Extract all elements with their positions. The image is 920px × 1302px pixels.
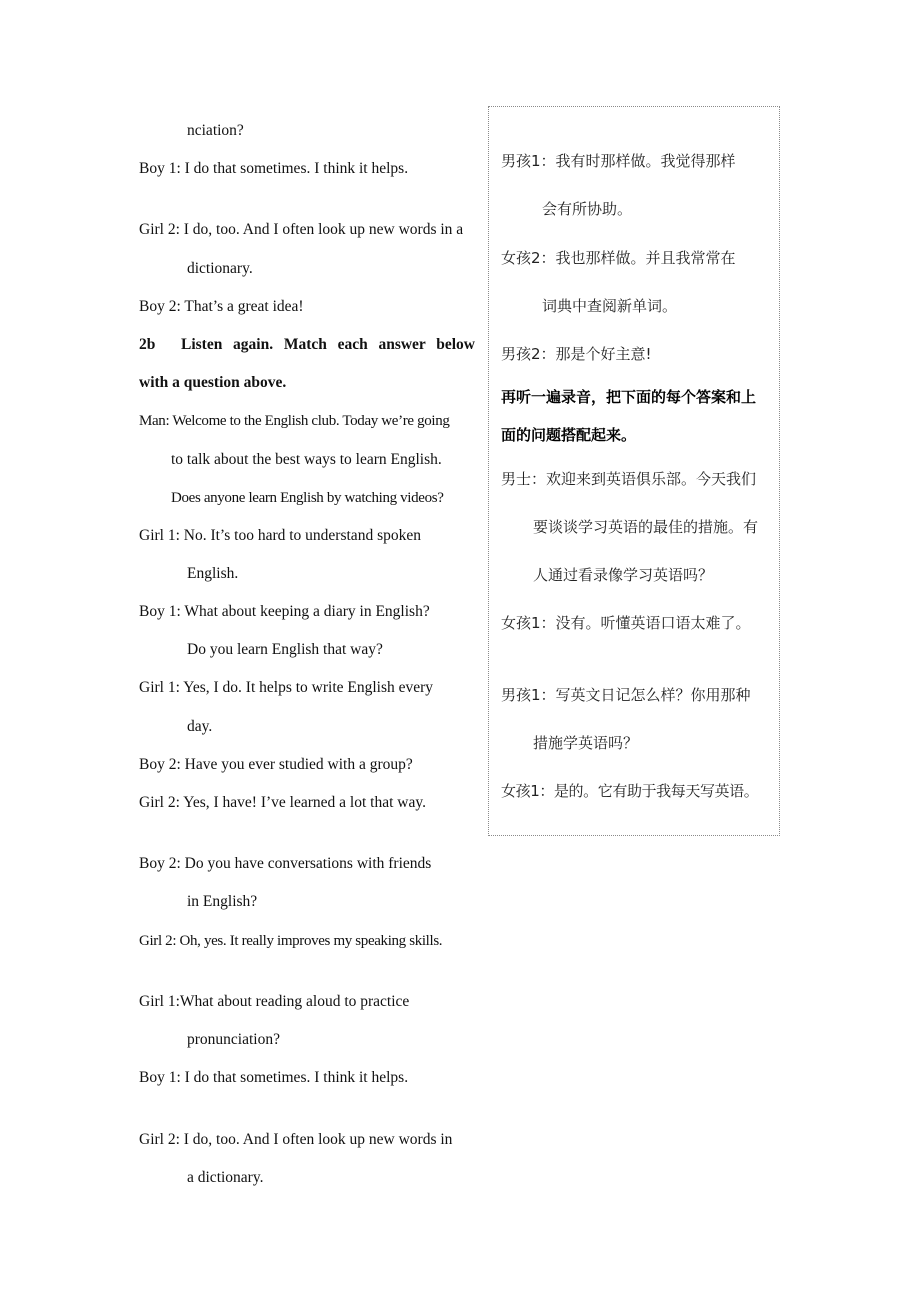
- translation-instruction: 再听一遍录音，把下面的每个答案和上: [501, 388, 757, 406]
- exercise-instruction: Listen again. Match each answer below: [181, 336, 475, 353]
- exercise-number: 2b: [139, 336, 156, 353]
- translation-line: 词典中查阅新单词。: [542, 297, 678, 315]
- dialogue-line: Boy 2: Do you have conversations with friends: [139, 855, 432, 872]
- dialogue-line: Girl 1: Yes, I do. It helps to write English every: [139, 679, 434, 696]
- translation-line: 男孩1：写英文日记怎么样？你用那种: [501, 686, 751, 704]
- translation-line: 男孩2：那是个好主意!: [501, 345, 652, 363]
- dialogue-line: Girl 1: No. It’s too hard to understand spoken: [139, 527, 421, 544]
- dialogue-line: Do you learn English that way?: [187, 641, 383, 658]
- translation-line: 女孩1：是的。它有助于我每天写英语。: [501, 782, 759, 800]
- dialogue-line: Girl 2: Oh, yes. It really improves my speaking skills.: [139, 933, 443, 949]
- dialogue-line: dictionary.: [187, 260, 253, 277]
- translation-line: 会有所协助。: [542, 200, 633, 218]
- dialogue-line: Boy 2: Have you ever studied with a group?: [139, 756, 413, 773]
- dialogue-line: Girl 2: I do, too. And I often look up new words in: [139, 1131, 453, 1148]
- translation-line: 女孩1：没有。听懂英语口语太难了。: [501, 614, 751, 632]
- dialogue-line: Girl 1:What about reading aloud to practice: [139, 993, 410, 1010]
- dialogue-line: Boy 2: That’s a great idea!: [139, 298, 304, 315]
- dialogue-line: Boy 1: What about keeping a diary in English?: [139, 603, 430, 620]
- dialogue-line: Boy 1: I do that sometimes. I think it helps.: [139, 1069, 409, 1086]
- dialogue-line: nciation?: [187, 122, 244, 139]
- translation-line: 要谈谈学习英语的最佳的措施。有: [533, 518, 759, 536]
- dialogue-line: Girl 2: I do, too. And I often look up new words in a: [139, 221, 464, 238]
- chinese-translation-box: [488, 106, 780, 836]
- dialogue-line: pronunciation?: [187, 1031, 280, 1048]
- dialogue-line: Does anyone learn English by watching videos?: [171, 490, 444, 506]
- dialogue-line: day.: [187, 718, 213, 735]
- dialogue-line: in English?: [187, 893, 258, 910]
- dialogue-line: to talk about the best ways to learn English.: [171, 451, 442, 468]
- dialogue-line: Girl 2: Yes, I have! I’ve learned a lot that way.: [139, 794, 426, 811]
- dialogue-line: Boy 1: I do that sometimes. I think it helps.: [139, 160, 409, 177]
- translation-line: 男士：欢迎来到英语俱乐部。今天我们: [501, 470, 757, 488]
- dialogue-line: English.: [187, 565, 239, 582]
- translation-line: 女孩2：我也那样做。并且我常常在: [501, 249, 736, 267]
- translation-instruction: 面的问题搭配起来。: [501, 426, 637, 444]
- translation-line: 措施学英语吗？: [533, 734, 639, 752]
- exercise-instruction: with a question above.: [139, 374, 287, 391]
- translation-line: 人通过看录像学习英语吗？: [533, 566, 714, 584]
- dialogue-line: a dictionary.: [187, 1169, 264, 1186]
- dialogue-line: Man: Welcome to the English club. Today we’re going: [139, 413, 450, 429]
- translation-line: 男孩1：我有时那样做。我觉得那样: [501, 152, 736, 170]
